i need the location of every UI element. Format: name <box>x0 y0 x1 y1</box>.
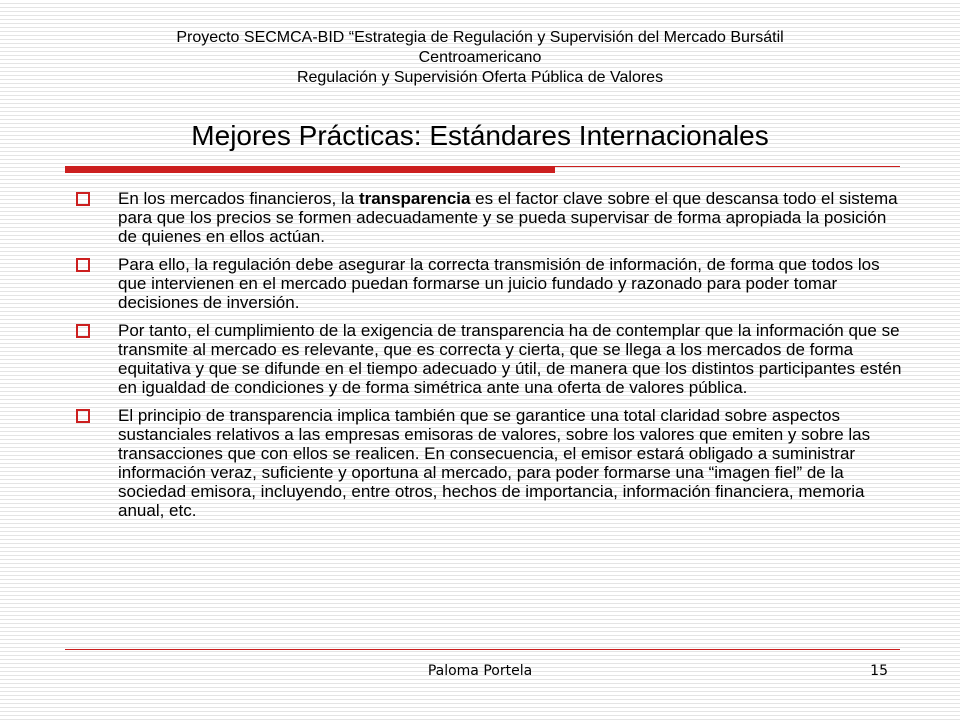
footer-divider-line <box>65 649 900 650</box>
title-divider-line <box>555 166 900 167</box>
slide-title: Mejores Prácticas: Estándares Internacionales <box>191 120 769 151</box>
header-line-subtitle: Regulación y Supervisión Oferta Pública de Valores <box>296 69 664 86</box>
bullet-item-transparency <box>74 189 904 246</box>
bullet-item-compliance <box>74 321 904 397</box>
bullet-item-principle <box>74 406 904 520</box>
bullet-text: Por tanto, el cumplimiento de la exigencia de transparencia ha de contemplar que la información que se transmite al mercado es relevante, que es correcta y cierta, que se llega a los mercados de forma equitativa y que se difunde en el tiempo adecuado y útil, de manera que los distintos participantes estén en igualdad de condiciones y de forma simétrica ante una oferta de valores pública. <box>118 321 902 397</box>
header-line-region: Centroamericano <box>418 49 542 66</box>
bullet-text-bold: transparencia <box>358 189 471 208</box>
page-number: 15 <box>870 663 888 679</box>
square-bullet-icon <box>76 258 90 272</box>
bullet-list <box>74 189 904 529</box>
slide-header <box>60 28 900 88</box>
bullet-item-regulation <box>74 255 904 312</box>
square-bullet-icon <box>76 324 90 338</box>
square-bullet-icon <box>76 409 90 423</box>
title-accent-bar <box>65 166 555 173</box>
bullet-text-before: En los mercados financieros, la <box>118 189 359 208</box>
footer-author: Paloma Portela <box>427 663 533 679</box>
bullet-text: Para ello, la regulación debe asegurar la correcta transmisión de información, de forma que todos los que intervienen en el mercado puedan formarse un juicio fundado y razonado para poder tomar decisiones de inversión. <box>118 255 880 312</box>
header-line-project: Proyecto SECMCA-BID “Estrategia de Regulación y Supervisión del Mercado Bursátil <box>176 29 784 46</box>
bullet-text: El principio de transparencia implica también que se garantice una total claridad sobre aspectos sustanciales relativos a las empresas emisoras de valores, sobre los valores que emiten y sobre las transacciones que con ellos se realicen. En consecuencia, el emisor estará obligado a suministrar información veraz, suficiente y oportuna al mercado, para poder formarse una “imagen fiel” de la sociedad emisora, incluyendo, entre otros, hechos de importancia, información financiera, memoria anual, etc. <box>118 406 871 520</box>
bullet-text-after: es el factor clave sobre el que descansa todo el sistema para que los precios se formen adecuadamente y se pueda supervisar de forma apropiada la posición de quienes en ellos actúan. <box>118 189 898 246</box>
square-bullet-icon <box>76 192 90 206</box>
